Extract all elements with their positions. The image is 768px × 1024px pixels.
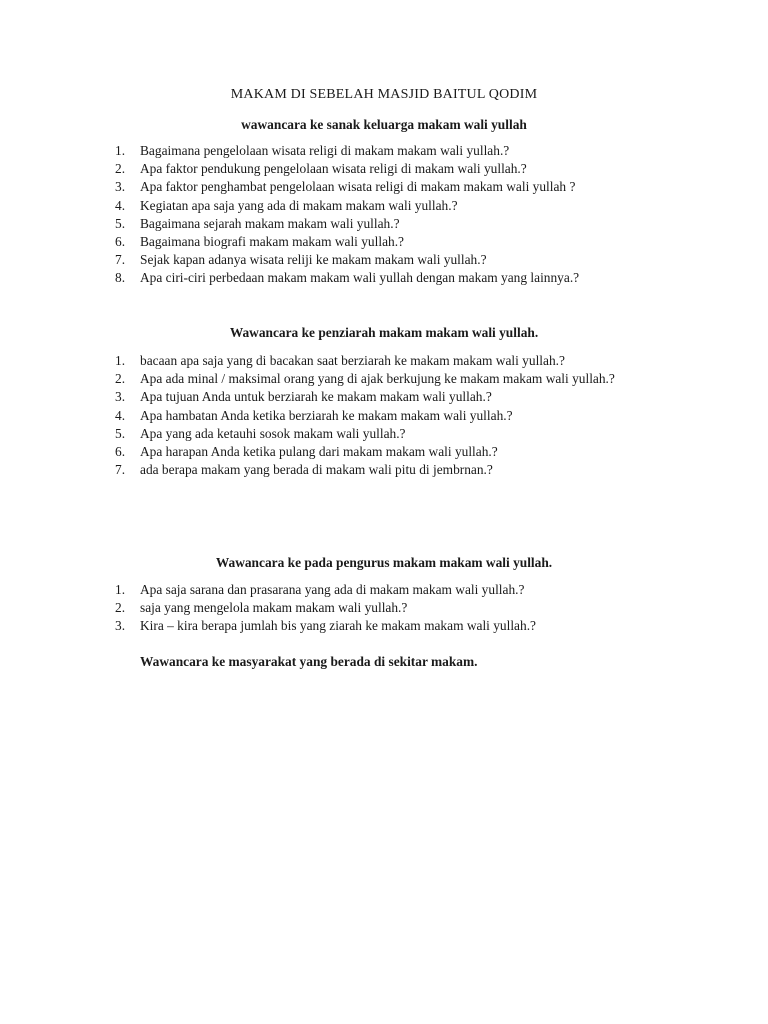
list-item [0,215,660,233]
list-item [0,425,660,443]
item-text: Kira – kira berapa jumlah bis yang ziarah ke makam makam wali yullah.? [140,618,536,634]
item-text: Apa faktor pendukung pengelolaan wisata religi di makam wali yullah.? [140,161,527,177]
list-item [0,269,660,287]
item-number: 5. [115,425,126,441]
list-item [0,388,660,406]
list-item [0,443,660,461]
item-number: 7. [115,462,126,478]
item-number: 1. [115,582,126,597]
list-item [0,581,660,599]
item-number: 8. [115,270,126,286]
item-number: 4. [115,197,126,213]
document-title: MAKAM DI SEBELAH MASJID BAITUL QODIM [230,87,538,102]
item-text: Bagaimana biografi makam makam wali yullah.? [140,234,405,250]
item-text: Sejak kapan adanya wisata reliji ke makam makam wali yullah.? [140,252,487,268]
item-number: 2. [115,371,126,387]
item-number: 4. [115,407,126,423]
item-number: 1. [115,143,126,158]
item-number: 3. [115,618,126,634]
item-number: 3. [115,389,126,405]
item-number: 6. [115,444,126,460]
list-item [0,178,660,196]
item-text: bacaan apa saja yang di bacakan saat berziarah ke makam makam wali yullah.? [140,353,565,368]
list-item [0,142,660,160]
item-text: Apa ada minal / maksimal orang yang di ajak berkujung ke makam makam wali yullah.? [140,371,615,387]
item-number: 7. [115,252,126,268]
item-text: Apa faktor penghambat pengelolaan wisata religi di makam makam wali yullah ? [140,179,576,195]
item-text: Apa tujuan Anda untuk berziarah ke makam makam wali yullah.? [140,389,492,405]
list-item [0,461,660,479]
section-heading-pengurus: Wawancara ke pada pengurus makam makam wali yullah. [215,555,553,570]
item-number: 5. [115,215,126,231]
list-item [0,233,660,251]
item-text: Kegiatan apa saja yang ada di makam makam wali yullah.? [140,197,458,213]
item-text: ada berapa makam yang berada di makam wali pitu di jembrnan.? [140,462,493,478]
list-item [0,160,660,178]
list-item [0,407,660,425]
item-number: 2. [115,161,126,177]
question-list-penziarah [0,352,768,479]
section-heading-penziarah: Wawancara ke penziarah makam makam wali yullah. [229,325,539,340]
item-number: 1. [115,353,126,368]
item-text: Apa hambatan Anda ketika berziarah ke makam makam wali yullah.? [140,407,513,423]
list-item [0,617,660,635]
item-text: saja yang mengelola makam makam wali yullah.? [140,600,408,616]
item-text: Bagaimana sejarah makam makam wali yullah.? [140,215,400,231]
question-list-pengurus [0,581,768,636]
item-text: Apa yang ada ketauhi sosok makam wali yullah.? [140,425,406,441]
item-number: 2. [115,600,126,616]
list-item [0,599,660,617]
section-heading-masyarakat: Wawancara ke masyarakat yang berada di sekitar makam. [140,654,478,669]
list-item [0,251,660,269]
item-text: Apa ciri-ciri perbedaan makam makam wali yullah dengan makam yang lainnya.? [140,270,580,286]
item-text: Apa harapan Anda ketika pulang dari makam makam wali yullah.? [140,444,498,460]
item-text: Apa saja sarana dan prasarana yang ada di makam makam wali yullah.? [140,582,525,597]
item-number: 6. [115,234,126,250]
question-list-keluarga [0,142,768,288]
item-number: 3. [115,179,126,195]
list-item [0,352,660,370]
list-item [0,370,660,388]
list-item [0,197,660,215]
section-heading-keluarga: wawancara ke sanak keluarga makam wali yullah [241,117,527,132]
item-text: Bagaimana pengelolaan wisata religi di makam makam wali yullah.? [140,143,510,158]
